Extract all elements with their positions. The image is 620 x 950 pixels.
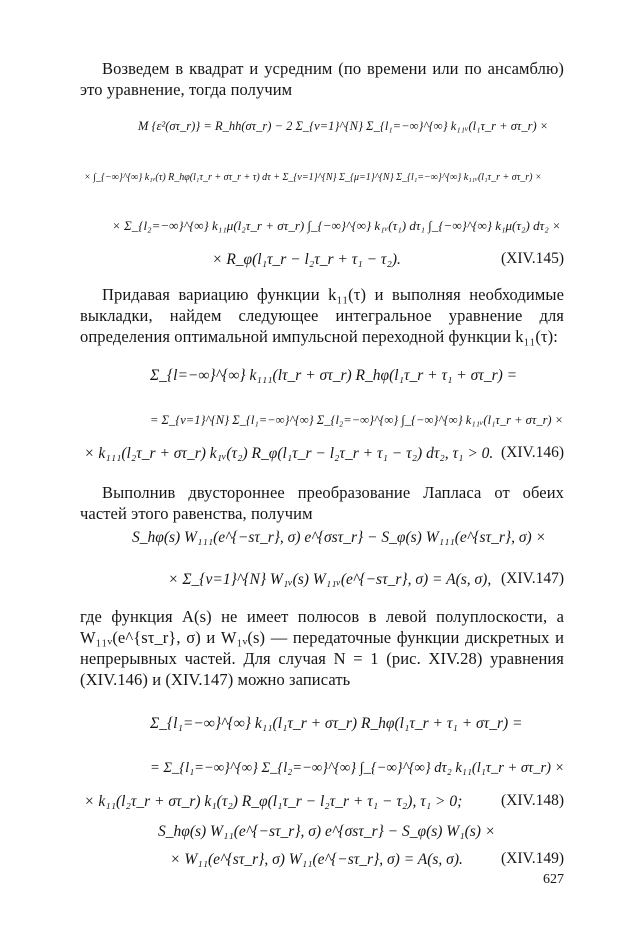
equation-line: = Σ_{ν=1}^{N} Σ_{l₁=−∞}^{∞} Σ_{l₂=−∞}^{∞} ∫_{−∞}^{∞} k₁₁ᵥ(l₁τ_r + στ_r) × — [150, 413, 564, 427]
equation-line: × W₁₁(e^{sτ_r}, σ) W₁₁(e^{−sτ_r}, σ) = A(s, σ). — [170, 851, 463, 868]
equation-line: × R_φ(l₁τ_r − l₂τ_r + τ₁ − τ₂). — [212, 251, 401, 268]
equation-line: × Σ_{ν=1}^{N} W₁ᵥ(s) W₁₁ᵥ(e^{−sτ_r}, σ) = A(s, σ), — [168, 571, 492, 588]
equation-line: × k₁₁₁(l₂τ_r + στ_r) k₁ᵥ(τ₂) R_φ(l₁τ_r − l₂τ_r + τ₁ − τ₂) dτ₂, τ₁ > 0. — [84, 445, 494, 462]
paragraph-intro: Возведем в квадрат и усредним (по времени или по ансамблю) это уравнение, тогда получим — [80, 59, 564, 99]
equation-line: × k₁₁(l₂τ_r + στ_r) k₁(τ₂) R_φ(l₁τ_r − l₂τ_r + τ₁ − τ₂), τ₁ > 0; — [84, 793, 463, 810]
equation-line: S_hφ(s) W₁₁(e^{−sτ_r}, σ) e^{σsτ_r} − S_φ(s) W₁(s) × — [158, 823, 496, 840]
paragraph-laplace: Выполнив двустороннее преобразование Лапласа от обеих частей этого равенства, получим — [80, 483, 564, 523]
equation-number: (XIV.149) — [501, 850, 564, 867]
equation-line: Σ_{l₁=−∞}^{∞} k₁₁(l₁τ_r + στ_r) R_hφ(l₁τ_r + τ₁ + στ_r) = — [150, 715, 523, 732]
equation-number: (XIV.146) — [501, 444, 564, 461]
page-number: 627 — [543, 872, 564, 887]
equation-line: × ∫_{−∞}^{∞} k₁ᵥ(τ) R_hφ(l₁τ_r + στ_r + τ) dτ + Σ_{ν=1}^{N} Σ_{μ=1}^{N} Σ_{l₁=−∞}^{∞} k₁₁ᵥ(l₁τ_r + στ_r) × — [84, 172, 542, 183]
paragraph-variation: Придавая вариацию функции k₁₁(τ) и выполняя необходимые выкладки, найдем следующее интегральное уравнение для определения оптимальной импульсной переходной функции k₁₁(τ): — [80, 285, 564, 346]
equation-number: (XIV.148) — [501, 792, 564, 809]
equation-number: (XIV.147) — [501, 570, 564, 587]
paragraph-where: где функция A(s) не имеет полюсов в левой полуплоскости, а W₁₁ᵥ(e^{sτ_r}, σ) и W₁ᵥ(s) — передаточные функции дискретных и непрерывных частей. Для случая N = 1 (рис. XIV.28) уравнения (XIV.146) и (XIV.147) можно записать — [80, 607, 564, 689]
equation-line: × Σ_{l₂=−∞}^{∞} k₁₁μ(l₂τ_r + στ_r) ∫_{−∞}^{∞} k₁ᵥ(τ₁) dτ₁ ∫_{−∞}^{∞} k₁μ(τ₂) dτ₂ × — [112, 218, 561, 233]
equation-line: Σ_{l=−∞}^{∞} k₁₁₁(lτ_r + στ_r) R_hφ(l₁τ_r + τ₁ + στ_r) = — [150, 367, 518, 384]
equation-line: M {ε²(στ_r)} = R_hh(στ_r) − 2 Σ_{ν=1}^{N} Σ_{l₁=−∞}^{∞} k₁₁ᵥ(l₁τ_r + στ_r) × — [138, 119, 549, 133]
equation-line: S_hφ(s) W₁₁₁(e^{−sτ_r}, σ) e^{σsτ_r} − S_φ(s) W₁₁₁(e^{sτ_r}, σ) × — [132, 529, 547, 546]
equation-number: (XIV.145) — [501, 250, 564, 267]
equation-line: = Σ_{l₁=−∞}^{∞} Σ_{l₂=−∞}^{∞} ∫_{−∞}^{∞} dτ₂ k₁₁(l₁τ_r + στ_r) × — [150, 760, 565, 776]
